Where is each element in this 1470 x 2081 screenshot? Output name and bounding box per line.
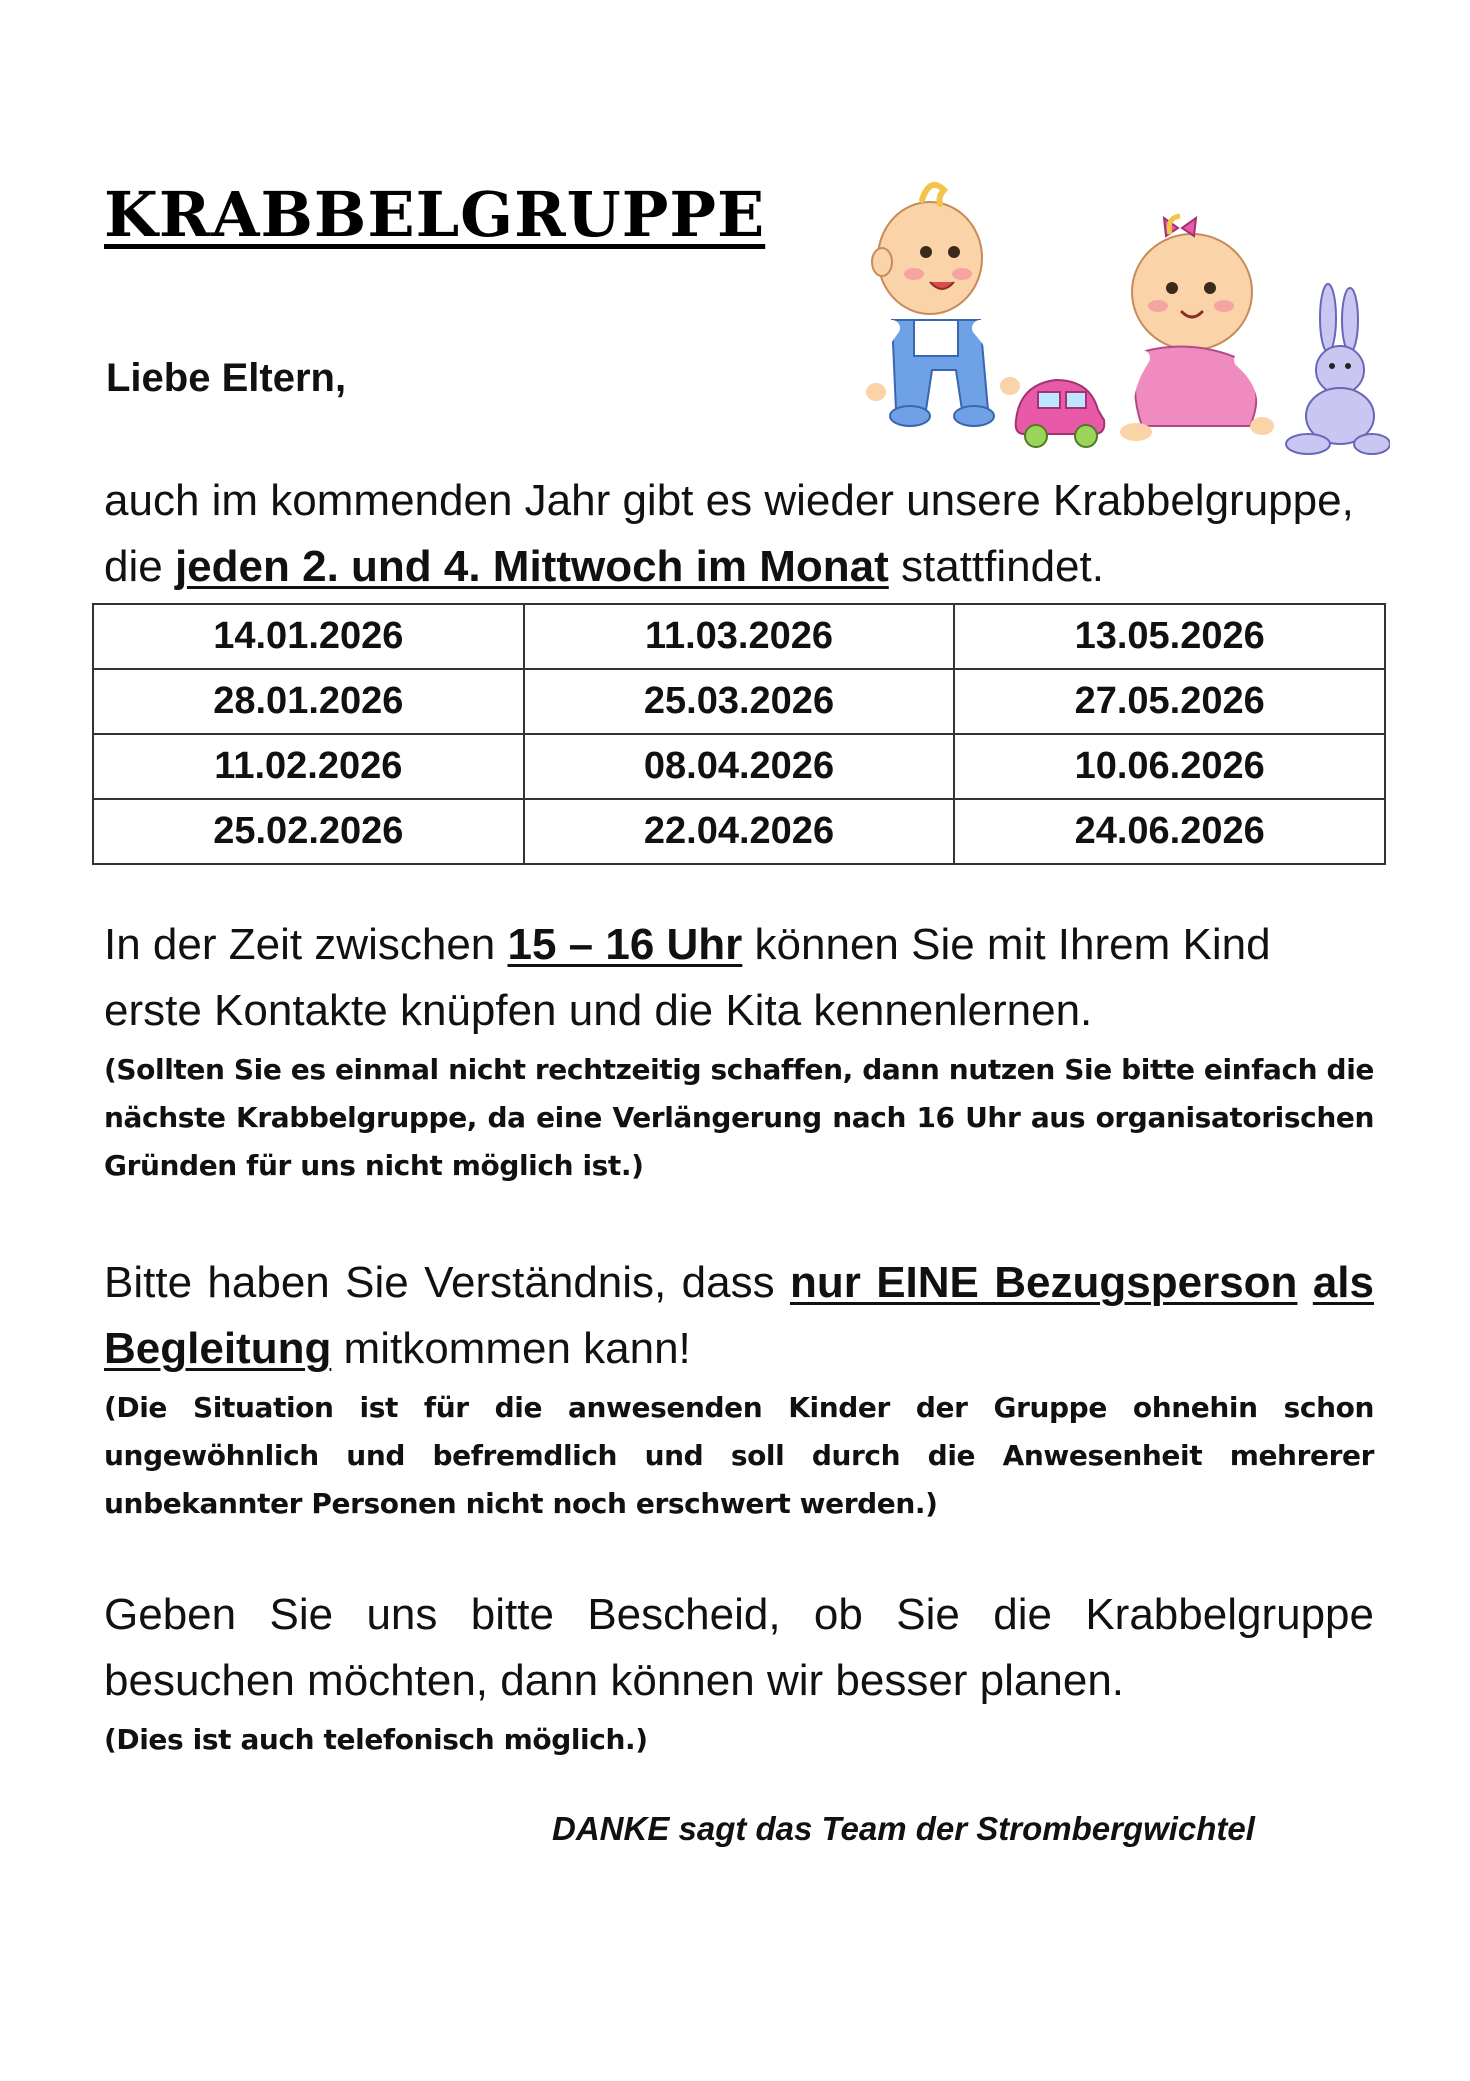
person-pre: Bitte haben Sie Verständnis, dass — [104, 1258, 790, 1307]
time-pre: In der Zeit zwischen — [104, 920, 508, 969]
toy-car-image — [1016, 380, 1105, 447]
person-emphasis-2: als Begleitung — [104, 1258, 1374, 1373]
time-emphasis: 15 – 16 Uhr — [507, 920, 743, 969]
person-note: (Die Situation ist für die anwesenden Kinder der Gruppe ohnehin schon ungewöhnlich und befremdlich und soll durch die Anwesenheit mehrerer unbekannter Personen nicht noch erschwert werden.) — [104, 1391, 1374, 1520]
date-cell: 08.04.2026 — [524, 734, 955, 799]
intro-emphasis: jeden 2. und 4. Mittwoch im Monat — [174, 542, 889, 591]
date-cell: 25.02.2026 — [93, 799, 524, 864]
greeting: Liebe Eltern, — [106, 356, 347, 400]
contact-note: (Dies ist auch telefonisch möglich.) — [104, 1723, 648, 1756]
babies-illustration — [830, 170, 1390, 460]
intro-line-1: auch im kommenden Jahr gibt es wieder unsere Krabbelgruppe, — [104, 476, 1354, 525]
date-cell: 24.06.2026 — [954, 799, 1385, 864]
baby-girl-image — [1120, 216, 1274, 441]
contact-paragraph: Geben Sie uns bitte Bescheid, ob Sie die Krabbelgruppe besuchen möchten, dann können wir besser planen. — [104, 1590, 1374, 1705]
dates-table — [92, 603, 1386, 865]
table-row — [93, 604, 1385, 669]
date-cell: 10.06.2026 — [954, 734, 1385, 799]
date-cell: 27.05.2026 — [954, 669, 1385, 734]
date-cell: 28.01.2026 — [93, 669, 524, 734]
person-post: mitkommen kann! — [331, 1324, 691, 1373]
table-row — [93, 799, 1385, 864]
intro-paragraph — [104, 468, 1374, 600]
time-paragraph — [104, 912, 1374, 1044]
date-cell: 11.02.2026 — [93, 734, 524, 799]
time-post: können Sie mit Ihrem Kind erste Kontakte knüpfen und die Kita kennenlernen. — [104, 920, 1271, 1035]
page-title: KRABBELGRUPPE — [104, 178, 766, 251]
time-note: (Sollten Sie es einmal nicht rechtzeitig schaffen, dann nutzen Sie bitte einfach die nächste Krabbelgruppe, da eine Verlängerung nach 16 Uhr aus organisatorischen Gründen für uns nicht möglich ist.) — [104, 1053, 1374, 1182]
table-row — [93, 734, 1385, 799]
table-row — [93, 669, 1385, 734]
date-cell: 11.03.2026 — [524, 604, 955, 669]
bunny-toy-image — [1286, 284, 1390, 454]
person-emphasis-1: nur EINE Bezugsperson — [789, 1258, 1298, 1307]
date-cell: 22.04.2026 — [524, 799, 955, 864]
date-cell: 25.03.2026 — [524, 669, 955, 734]
intro-pre: die — [104, 542, 175, 591]
person-paragraph — [104, 1250, 1374, 1382]
date-cell: 13.05.2026 — [954, 604, 1385, 669]
signoff: DANKE sagt das Team der Strombergwichtel — [552, 1810, 1255, 1847]
person-mid — [1297, 1258, 1312, 1307]
intro-post: stattfindet. — [888, 542, 1104, 591]
baby-boy-image — [866, 185, 1020, 426]
date-cell: 14.01.2026 — [93, 604, 524, 669]
